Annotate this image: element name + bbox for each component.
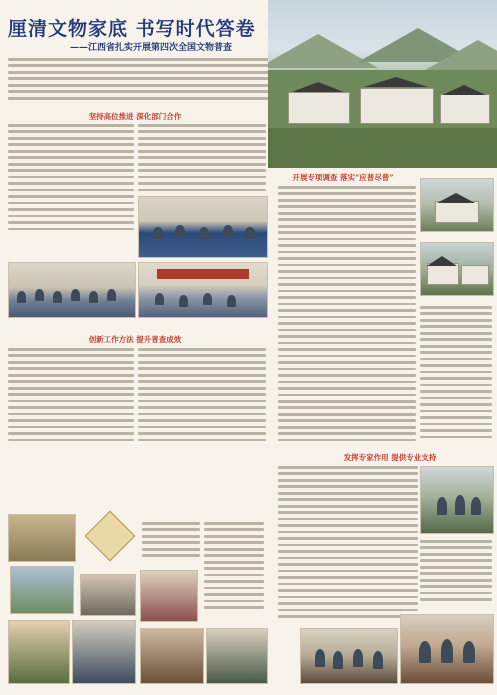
- collage-photo-2: [10, 566, 74, 614]
- collage-captions-2: [204, 522, 264, 622]
- conference-photo-left: [8, 262, 136, 318]
- collage-captions: [142, 522, 200, 562]
- section-4-text-col2: [420, 540, 492, 604]
- heritage-photo-1: [420, 178, 494, 232]
- collage-photo-8: [140, 570, 198, 622]
- collage-photo-1: [8, 514, 76, 562]
- section-heading-2: 开展专项调查 落实“应普尽普”: [292, 173, 394, 182]
- collage-decoration-diamond: [85, 511, 136, 562]
- section-heading-1: 坚持高位推进 深化部门合作: [88, 112, 182, 121]
- meeting-photo-1: [138, 196, 268, 258]
- conference-photo-right: [138, 262, 268, 318]
- collage-photo-5: [72, 620, 136, 684]
- section-3-text-col1: [8, 348, 134, 448]
- page-title: 厘清文物家底 书写时代答卷: [8, 18, 256, 40]
- section-4-text-col1: [278, 466, 418, 626]
- section-1-text-col1: [8, 124, 134, 234]
- collage-photo-3: [80, 574, 136, 616]
- intro-text: [8, 58, 270, 104]
- section-1-text-col2: [138, 124, 266, 192]
- collage-photo-7: [206, 628, 268, 684]
- section-heading-4: 发挥专家作用 提供专业支持: [343, 453, 437, 462]
- section-2-text: [278, 186, 416, 446]
- expert-photo-1: [420, 466, 494, 534]
- section-2-text-right: [420, 306, 492, 446]
- collage-photo-4: [8, 620, 70, 684]
- expert-photo-3: [400, 614, 494, 684]
- section-heading-3: 创新工作方法 提升普查成效: [88, 335, 182, 344]
- heritage-photo-2: [420, 242, 494, 296]
- expert-photo-2: [300, 628, 398, 684]
- page-subtitle: ——江西省扎实开展第四次全国文物普查: [70, 43, 233, 53]
- hero-landscape-photo: [268, 0, 497, 168]
- section-3-text-col2: [138, 348, 266, 448]
- collage-photo-6: [140, 628, 204, 684]
